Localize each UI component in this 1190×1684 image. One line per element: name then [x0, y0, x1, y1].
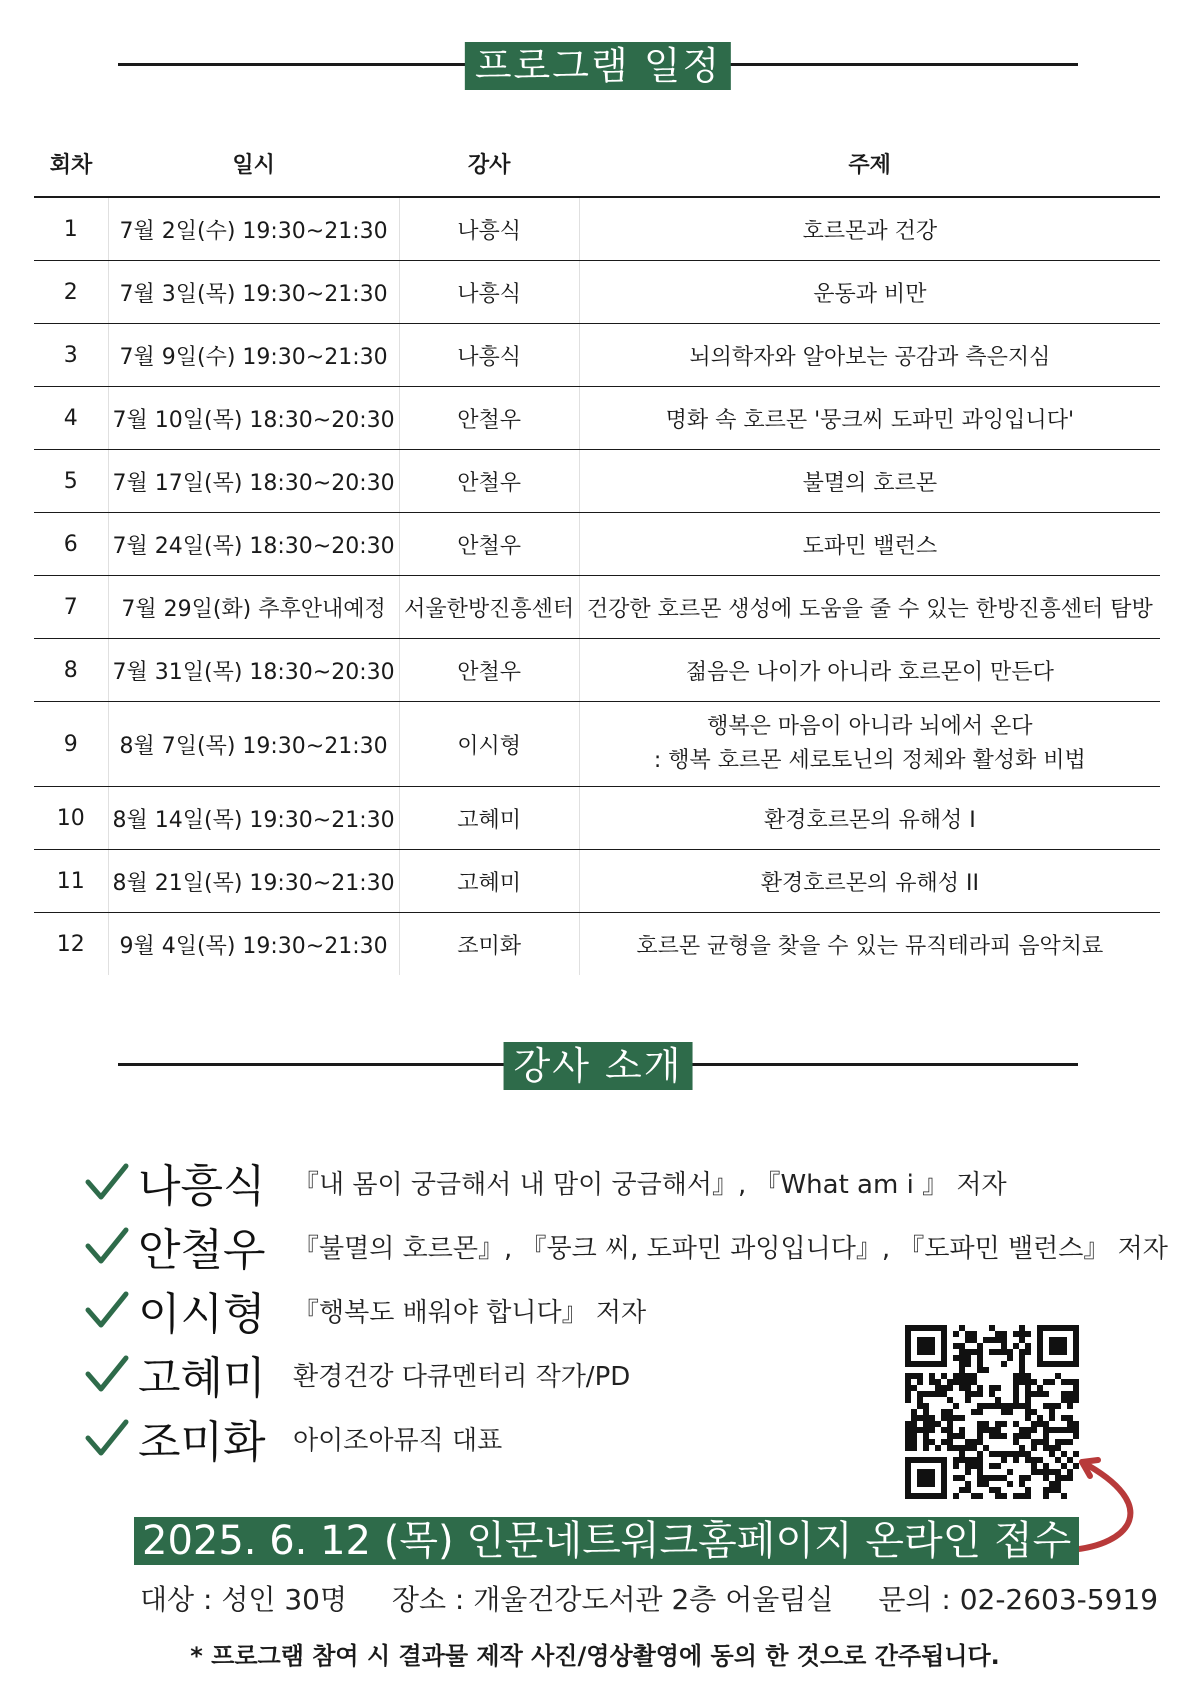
session-date: 9월 4일(목) 19:30~21:30: [108, 913, 399, 976]
lecturer-desc: 환경건강 다큐멘터리 작가/PD: [293, 1361, 631, 1392]
schedule-section-heading: [118, 42, 1078, 86]
session-topic-subline: : 행복 호르몬 세로토닌의 정체와 활성화 비법: [653, 748, 1086, 773]
session-date: 7월 31일(목) 18:30~20:30: [108, 639, 399, 702]
check-icon: [84, 1162, 130, 1202]
session-date: 8월 7일(목) 19:30~21:30: [108, 702, 399, 787]
session-lecturer: 나흥식: [399, 324, 579, 387]
session-topic: 운동과 비만: [579, 261, 1160, 324]
session-topic: 호르몬 균형을 찾을 수 있는 뮤직테라피 음악치료: [636, 933, 1104, 959]
session-lecturer: 서울한방진흥센터: [399, 576, 579, 639]
session-date: 7월 10일(목) 18:30~20:30: [108, 387, 399, 450]
lecturers-heading-label: 강사 소개: [504, 1042, 693, 1090]
lecturer-item: [84, 1150, 1168, 1214]
session-lecturer: 조미화: [399, 913, 579, 976]
session-topic: 도파민 밸런스: [579, 513, 1160, 576]
consent-notice: * 프로그램 참여 시 결과물 제작 사진/영상촬영에 동의 한 것으로 간주됩니다.: [190, 1642, 1000, 1670]
table-row: [34, 261, 1160, 324]
lecturer-desc: 아이조아뮤직 대표: [293, 1425, 503, 1456]
session-no: 6: [34, 513, 108, 576]
session-topic: 환경호르몬의 유해성 II: [579, 850, 1160, 913]
table-row: [34, 639, 1160, 702]
lecturers-section-heading: [118, 1042, 1078, 1086]
session-topic: 뇌의학자와 알아보는 공감과 측은지심: [579, 324, 1160, 387]
session-lecturer: 이시형: [399, 702, 579, 787]
session-date: 8월 14일(목) 19:30~21:30: [108, 787, 399, 850]
info-place: 장소 : 개울건강도서관 2층 어울림실: [391, 1583, 834, 1616]
table-row: [34, 197, 1160, 261]
session-topic-line: 행복은 마음이 아니라 뇌에서 온다: [707, 714, 1033, 739]
session-topic: 건강한 호르몬 생성에 도움을 줄 수 있는 한방진흥센터 탐방: [579, 576, 1160, 639]
table-row: [34, 324, 1160, 387]
schedule-heading-label: 프로그램 일정: [465, 42, 731, 90]
column-header-no: 회차: [34, 130, 108, 197]
qr-code[interactable]: [905, 1325, 1079, 1499]
session-topic: 젊음은 나이가 아니라 호르몬이 만든다: [579, 639, 1160, 702]
check-icon: [84, 1290, 130, 1330]
lecturer-name: 나흥식: [138, 1161, 266, 1212]
session-topic: 환경호르몬의 유해성 I: [579, 787, 1160, 850]
session-no: 2: [34, 261, 108, 324]
session-topic: 불멸의 호르몬: [579, 450, 1160, 513]
table-row: [34, 702, 1160, 787]
lecturer-name: 안철우: [138, 1225, 266, 1276]
session-no: 5: [34, 450, 108, 513]
session-lecturer: 안철우: [399, 387, 579, 450]
session-no: 8: [34, 639, 108, 702]
column-header-lecturer: 강사: [399, 130, 579, 197]
session-no: 7: [34, 576, 108, 639]
session-topic: 호르몬과 건강: [579, 197, 1160, 261]
session-date: 7월 2일(수) 19:30~21:30: [108, 197, 399, 261]
session-lecturer: 고혜미: [399, 850, 579, 913]
session-date: 7월 9일(수) 19:30~21:30: [108, 324, 399, 387]
lecturer-name: 이시형: [138, 1289, 266, 1340]
session-lecturer: 나흥식: [399, 197, 579, 261]
session-lecturer: 고혜미: [399, 787, 579, 850]
lecturer-desc: 『불멸의 호르몬』, 『뭉크 씨, 도파민 과잉입니다』, 『도파민 밸런스』 저자: [293, 1233, 1168, 1264]
info-contact: 문의 : 02-2603-5919: [878, 1583, 1159, 1616]
table-row: [34, 787, 1160, 850]
check-icon: [84, 1418, 130, 1458]
session-topic: [579, 702, 1160, 787]
table-row: [34, 913, 1160, 976]
info-target: 대상 : 성인 30명: [140, 1583, 348, 1616]
table-row: [34, 850, 1160, 913]
session-lecturer: 안철우: [399, 639, 579, 702]
table-row: [34, 576, 1160, 639]
session-no: 1: [34, 197, 108, 261]
table-row: [34, 387, 1160, 450]
column-header-topic: 주제: [579, 130, 1160, 197]
session-no: 12: [34, 913, 108, 976]
lecturer-desc: 『내 몸이 궁금해서 내 맘이 궁금해서』, 『What am i 』 저자: [293, 1169, 1007, 1200]
column-header-date: 일시: [108, 130, 399, 197]
session-no: 10: [34, 787, 108, 850]
session-no: 9: [34, 702, 108, 787]
event-info: [140, 1578, 1190, 1618]
check-icon: [84, 1226, 130, 1266]
lecturer-desc: 『행복도 배워야 합니다』 저자: [293, 1297, 647, 1328]
check-icon: [84, 1354, 130, 1394]
table-header-row: [34, 130, 1160, 197]
session-date: 8월 21일(목) 19:30~21:30: [108, 850, 399, 913]
session-no: 11: [34, 850, 108, 913]
table-row: [34, 450, 1160, 513]
table-row: [34, 513, 1160, 576]
session-lecturer: 나흥식: [399, 261, 579, 324]
session-no: 3: [34, 324, 108, 387]
session-date: 7월 24일(목) 18:30~20:30: [108, 513, 399, 576]
schedule-table: [34, 130, 1160, 975]
registration-banner: 2025. 6. 12 (목) 인문네트워크홈페이지 온라인 접수: [134, 1517, 1079, 1565]
session-date: 7월 29일(화) 추후안내예정: [108, 576, 399, 639]
lecturer-item: [84, 1214, 1168, 1278]
session-date: 7월 17일(목) 18:30~20:30: [108, 450, 399, 513]
session-lecturer: 안철우: [399, 513, 579, 576]
session-date: 7월 3일(목) 19:30~21:30: [108, 261, 399, 324]
lecturer-name: 고혜미: [138, 1353, 266, 1404]
session-topic: 명화 속 호르몬 '뭉크씨 도파민 과잉입니다': [579, 387, 1160, 450]
session-no: 4: [34, 387, 108, 450]
lecturer-name: 조미화: [138, 1417, 266, 1468]
session-lecturer: 안철우: [399, 450, 579, 513]
